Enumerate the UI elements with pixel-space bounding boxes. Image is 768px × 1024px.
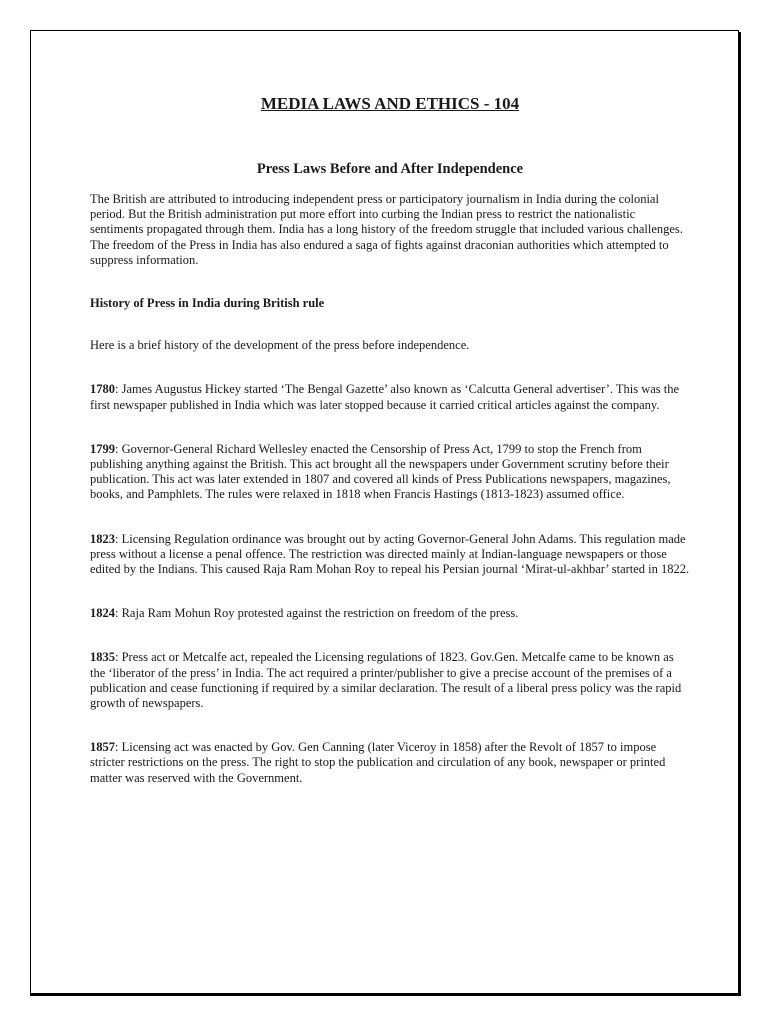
entry-text: : Governor-General Richard Wellesley enacted the Censorship of Press Act, 1799 to stop the French from publishing anything against the British. This act brought all the newspapers under Government scrutiny before their publication. This act was later extended in 1807 and covered all kinds of Press Publications newspapers, magazines, books, and Pamphlets. The rules were relaxed in 1818 when Francis Hastings (1813-1823) assumed office. bbox=[90, 441, 671, 502]
entry-year: 1857 bbox=[90, 740, 115, 755]
brief-paragraph: Here is a brief history of the development of the press before independence. bbox=[90, 338, 470, 353]
document-body bbox=[90, 93, 690, 786]
entry-text: : Licensing Regulation ordinance was brought out by acting Governor-General John Adams. This regulation made press without a license a penal offence. The restriction was directed mainly at Indian-language newspapers or those edited by the Indians. This caused Raja Ram Mohan Roy to repeal his Persian journal ‘Mirat-ul-akhbar’ started in 1822. bbox=[90, 531, 690, 577]
entry-year: 1780 bbox=[90, 382, 115, 397]
entry-1835 bbox=[90, 650, 690, 711]
entry-year: 1824 bbox=[90, 606, 115, 621]
entry-year: 1823 bbox=[90, 531, 115, 546]
entry-1824 bbox=[90, 606, 690, 621]
entry-1857 bbox=[90, 740, 690, 786]
document-title: MEDIA LAWS AND ETHICS - 104 bbox=[260, 94, 520, 113]
entry-year: 1799 bbox=[90, 441, 115, 456]
entry-1823 bbox=[90, 532, 690, 578]
history-heading: History of Press in India during British rule bbox=[90, 296, 325, 311]
page-border-shadow-right bbox=[739, 32, 741, 996]
entry-1799 bbox=[90, 442, 690, 503]
intro-paragraph: The British are attributed to introducing independent press or participatory journalism in India during the colonial period. But the British administration put more effort into curbing the Indian press to restrict the nationalistic sentiments propagated through them. India has a long history of the freedom struggle that included various challenges. The freedom of the Press in India has also endured a saga of fights against draconian authorities which attempted to suppress information. bbox=[90, 192, 683, 267]
entry-year: 1835 bbox=[90, 650, 115, 665]
page-border-shadow-bottom bbox=[30, 994, 739, 996]
section-title: Press Laws Before and After Independence bbox=[256, 161, 524, 177]
entry-text: : Raja Ram Mohun Roy protested against the restriction on freedom of the press. bbox=[115, 606, 519, 621]
entry-text: : James Augustus Hickey started ‘The Bengal Gazette’ also known as ‘Calcutta General advertiser’. This was the first newspaper published in India which was later stopped because it carried critical articles against the company. bbox=[90, 382, 680, 412]
entry-1780 bbox=[90, 382, 690, 412]
entry-text: : Press act or Metcalfe act, repealed the Licensing regulations of 1823. Gov.Gen. Metcalfe came to be known as the ‘liberator of the press’ in India. The act required a printer/publisher to give a precise account of the premises of a publication and cease functioning if required by a similar declaration. The result of a liberal press policy was the rapid growth of newspapers. bbox=[90, 650, 682, 711]
entry-text: : Licensing act was enacted by Gov. Gen Canning (later Viceroy in 1858) after the Revolt of 1857 to impose stricter restrictions on the press. The right to stop the publication and circulation of any book, newspaper or printed matter was reserved with the Government. bbox=[90, 740, 666, 785]
